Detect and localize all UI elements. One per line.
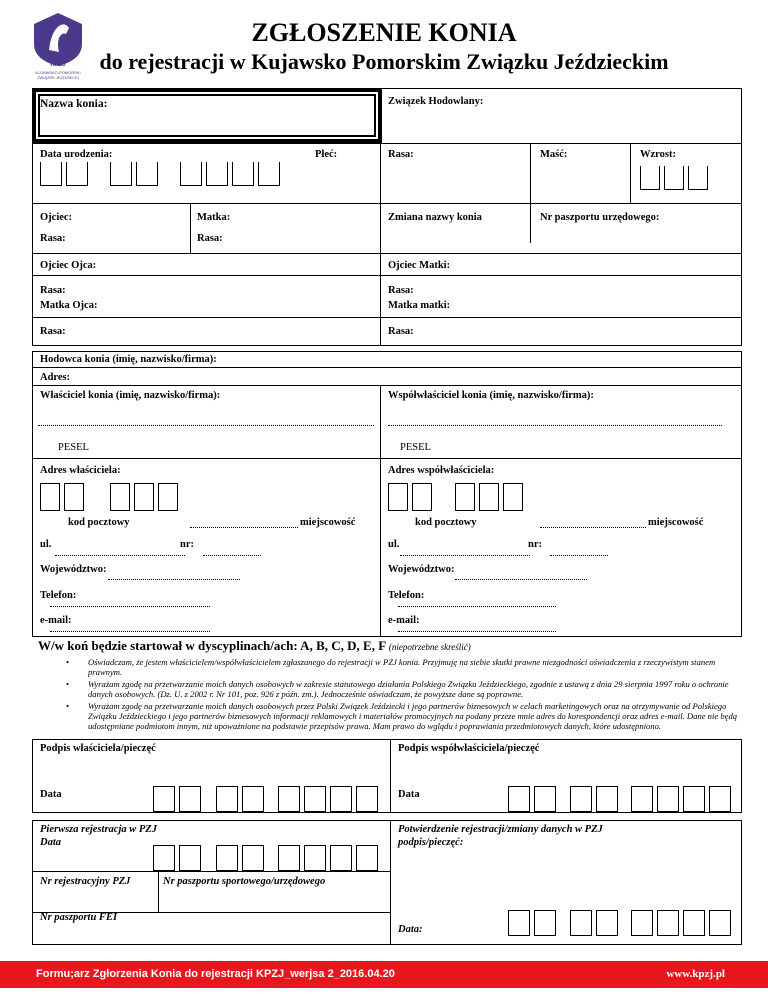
owner-postal-boxes[interactable] [40,483,88,511]
birth-date-day-boxes[interactable] [40,162,92,186]
color-label: Maść: [540,149,568,160]
coowner-postal-label: kod pocztowy [415,517,477,528]
owner-postal-label: kod pocztowy [68,517,130,528]
coowner-street-label: ul. [388,539,400,550]
name-change-label: Zmiana nazwy konia [388,212,482,223]
owner-phone-label: Telefon: [40,590,77,601]
owner-date-month-boxes[interactable] [216,786,268,812]
owner-date-year-boxes[interactable] [278,786,382,812]
footer-version: Formu;arz Zgłorzenia Konia do rejestracji KPZJ_werjsa 2_2016.04.20 [36,968,395,980]
mm-breed-label: Rasa: [388,326,414,337]
breed-label: Rasa: [388,149,414,160]
owner-voivodeship-label: Województwo: [40,564,107,575]
horse-name-label: Nazwa konia: [40,98,108,110]
owner-signature-label: Podpis właściciela/pieczęć [40,743,156,754]
coowner-date-year-boxes[interactable] [631,786,735,812]
coowner-signature-label: Podpis współwłaściciela/pieczęć [398,743,540,754]
coowner-postal-boxes[interactable] [388,483,436,511]
mothers-mother-label: Matka matki: [388,300,451,311]
disciplines-note: (niepotrzebne skreślić) [388,642,471,652]
disciplines-line [38,638,471,654]
owner-number-label: nr: [180,539,194,550]
owner-postal-boxes-2[interactable] [110,483,182,511]
confirm-signature-label: podpis/pieczęć: [398,837,464,848]
coowner-pesel-label: PESEL [400,442,431,453]
sex-label: Płeć: [315,149,338,160]
disciplines-text: W/w koń będzie startował w dyscyplinach/ach: A, B, C, D, E, F [38,638,387,653]
office-date-day-boxes[interactable] [508,910,560,936]
mother-label: Matka: [197,212,231,223]
statement-3: • Wyrażam zgodę na przetwarzanie moich danych osobowych przez Polski Związek Jeździecki i jego partnerów biznesowych w celach marketingowych oraz na otrzymywanie od Polskiego Związku Jeździeckiego i jego partnerów biznesowych informacji reklamowych i materiałów promocyjnych na podany przeze mnie adres do korespondencji oraz adres e-mail. Dane nie będą udostępniane podmiotom innym, niż upoważnione na podstawie przepisów prawa. Mam prawo do wglądu i poprawiania przedmiotowych danych, które udostępniono. [66,701,738,731]
mother-breed-label: Rasa: [197,233,223,244]
coowner-voivodeship-label: Województwo: [388,564,455,575]
footer-bar [0,961,768,988]
statement-2: • Wyrażam zgodę na przetwarzanie moich danych osobowych w zakresie statutowego działania Polskiego Związku Jeździeckiego, zgodnie z ustawą z dnia 29 sierpnia 1997 roku o ochronie danych osobowych. (Dz. U. z 2002 r. Nr 101, poz. 926 z późn. zm.). Jednocześnie oświadczam, że powyższe dane są poprawne. [66,679,729,699]
height-label: Wzrost: [640,149,676,160]
first-reg-date-label: Data [40,837,61,848]
birth-date-month-boxes[interactable] [110,162,162,186]
breed-association-label: Związek Hodowlany: [388,96,484,107]
coowner-city-label: miejscowość [648,517,704,528]
height-boxes[interactable] [640,166,712,190]
coowner-date-month-boxes[interactable] [570,786,622,812]
ff-breed-label: Rasa: [40,285,66,296]
father-breed-label: Rasa: [40,233,66,244]
mf-breed-label: Rasa: [388,285,414,296]
owner-pesel-label: PESEL [58,442,89,453]
birth-date-year-boxes[interactable] [180,162,284,186]
confirm-label: Potwierdzenie rejestracji/zmiany danych w PZJ [398,824,603,835]
sport-passport-label: Nr paszportu sportowego/urzędowego [163,876,326,887]
logo-subtitle: KUJAWSKO-POMORSKI ZWIĄZEK JEŹDZIECKI [35,70,81,80]
first-reg-year-boxes[interactable] [278,845,382,871]
coowner-postal-boxes-2[interactable] [455,483,527,511]
office-date-month-boxes[interactable] [570,910,622,936]
owner-address-label: Adres właściciela: [40,465,121,476]
reg-no-label: Nr rejestracyjny PZJ [40,876,131,887]
office-date-year-boxes[interactable] [631,910,735,936]
owner-date-label: Data [40,789,62,800]
mothers-father-label: Ojciec Matki: [388,260,451,271]
coowner-date-label: Data [398,789,420,800]
fathers-mother-label: Matka Ojca: [40,300,98,311]
coowner-email-label: e-mail: [388,615,420,626]
fm-breed-label: Rasa: [40,326,66,337]
father-label: Ojciec: [40,212,73,223]
coowner-address-label: Adres współwłaściciela: [388,465,495,476]
office-date-label: Data: [398,924,423,935]
coowner-phone-label: Telefon: [388,590,425,601]
logo-name: KPZJ [50,62,66,68]
passport-no-label: Nr paszportu urzędowego: [540,212,660,223]
owner-label: Właściciel konia (imię, nazwisko/firma): [40,390,221,401]
first-reg-month-boxes[interactable] [216,845,268,871]
fathers-father-label: Ojciec Ojca: [40,260,97,271]
page-subtitle: do rejestracji w Kujawsko Pomorskim Związku Jeździeckim [99,49,669,74]
owner-city-label: miejscowość [300,517,356,528]
first-reg-label: Pierwsza rejestracja w PZJ [40,824,157,835]
owner-street-label: ul. [40,539,52,550]
footer-url[interactable]: www.kpzj.pl [666,968,725,980]
coowner-date-day-boxes[interactable] [508,786,560,812]
first-reg-day-boxes[interactable] [153,845,205,871]
breeder-label: Hodowca konia (imię, nazwisko/firma): [40,354,217,365]
birth-date-label: Data urodzenia: [40,149,113,160]
coowner-label: Współwłaściciel konia (imię, nazwisko/firma): [388,390,594,401]
fei-passport-label: Nr paszportu FEI [40,912,118,923]
statement-1: • Oświadczam, że jestem właścicielem/współwłaścicielem zgłaszanego do rejestracji w PZJ konia. Przyjmuję na siebie skutki prawne niezgodności oświadczenia z rzeczywistym stanem prawnym. [66,657,716,677]
owner-date-day-boxes[interactable] [153,786,205,812]
coowner-number-label: nr: [528,539,542,550]
page-title: ZGŁOSZENIE KONIA [251,18,517,47]
address-label: Adres: [40,372,71,383]
owner-email-label: e-mail: [40,615,72,626]
